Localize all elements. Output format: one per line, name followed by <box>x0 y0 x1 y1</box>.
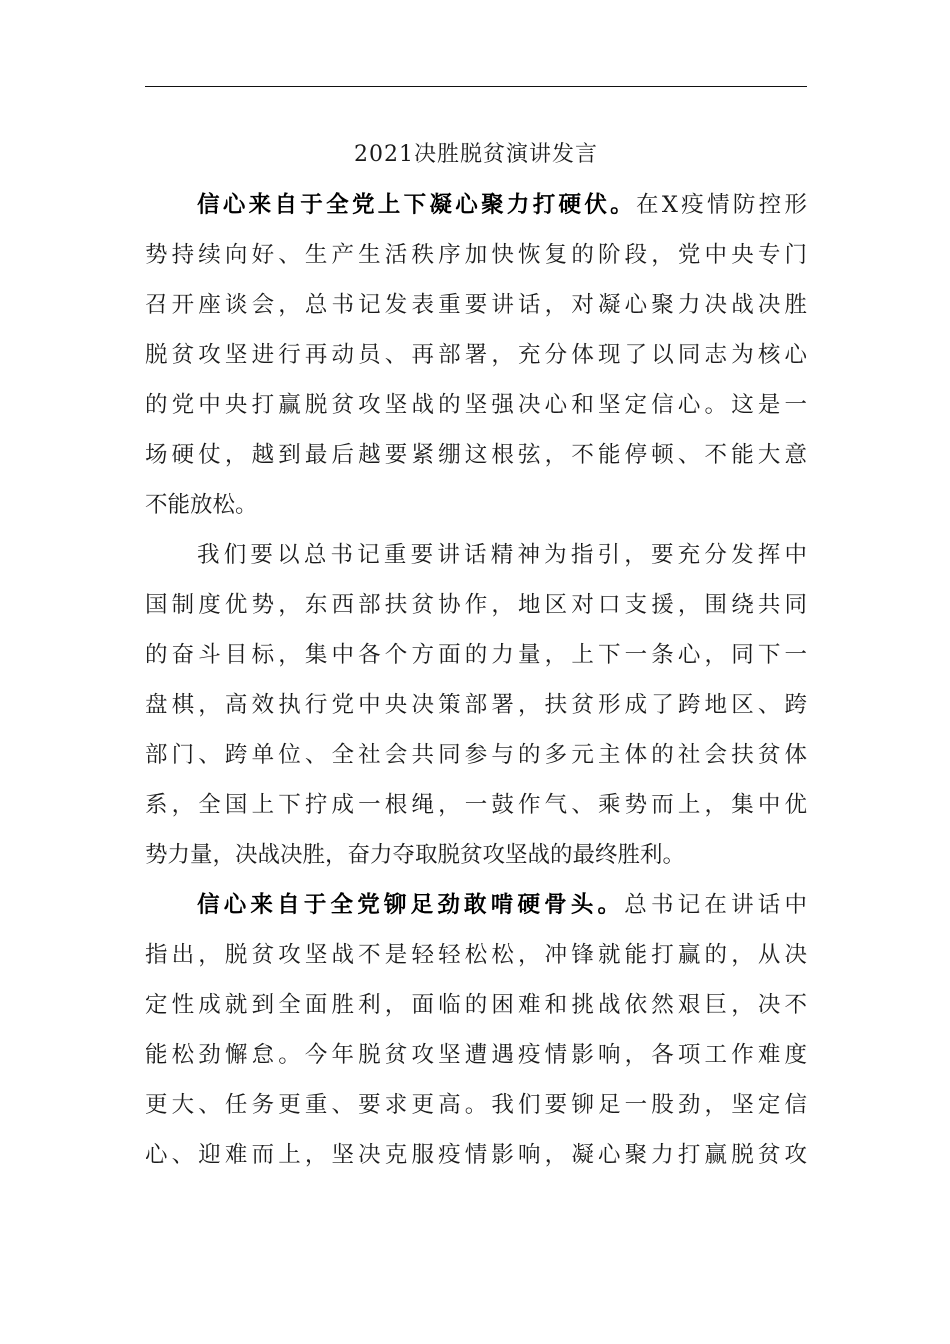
paragraph-1-first-line-rest: 在X疫情防控形 <box>636 192 807 218</box>
paragraph-line: 系，全国上下拧成一根绳，一鼓作气、乘势而上，集中优 <box>145 792 807 818</box>
paragraph-line: 部门、跨单位、全社会共同参与的多元主体的社会扶贫体 <box>145 742 807 768</box>
paragraph-line: 召开座谈会，总书记发表重要讲话，对凝心聚力决战决胜 <box>145 292 807 318</box>
paragraph-line: 的党中央打赢脱贫攻坚战的坚强决心和坚定信心。这是一 <box>145 392 807 418</box>
paragraph-line: 定性成就到全面胜利，面临的困难和挑战依然艰巨，决不 <box>145 992 807 1018</box>
paragraph-line: 场硬仗，越到最后越要紧绷这根弦，不能停顿、不能大意 <box>145 442 807 468</box>
paragraph-2 <box>145 530 807 880</box>
paragraph-line: 势持续向好、生产生活秩序加快恢复的阶段，党中央专门 <box>145 242 807 268</box>
paragraph-1-lead: 信心来自于全党上下凝心聚力打硬伏。 <box>197 192 637 218</box>
paragraph-line: 心、迎难而上，坚决克服疫情影响，凝心聚力打赢脱贫攻 <box>145 1142 807 1168</box>
paragraph-1 <box>145 180 807 530</box>
paragraph-3-first-line-rest: 总书记在讲话中 <box>624 892 807 918</box>
paragraph-line: 指出，脱贫攻坚战不是轻轻松松，冲锋就能打赢的，从决 <box>145 942 807 968</box>
paragraph-3-lead: 信心来自于全党铆足劲敢啃硬骨头。 <box>197 892 625 918</box>
paragraph-2-line-1: 我们要以总书记重要讲话精神为指引，要充分发挥中 <box>197 542 807 568</box>
paragraph-line: 更大、任务更重、要求更高。我们要铆足一股劲，坚定信 <box>145 1092 807 1118</box>
paragraph-line: 能松劲懈怠。今年脱贫攻坚遭遇疫情影响，各项工作难度 <box>145 1042 807 1068</box>
header-rule <box>145 86 807 87</box>
paragraph-line: 势力量，决战决胜，奋力夺取脱贫攻坚战的最终胜利。 <box>145 842 686 868</box>
paragraph-line: 的奋斗目标，集中各个方面的力量，上下一条心，同下一 <box>145 642 807 668</box>
paragraph-3-line-1 <box>145 880 807 930</box>
paragraph-line: 脱贫攻坚进行再动员、再部署，充分体现了以同志为核心 <box>145 342 807 368</box>
paragraph-1-line-1 <box>145 180 807 230</box>
paragraph-3 <box>145 880 807 1180</box>
paragraph-line: 盘棋，高效执行党中央决策部署，扶贫形成了跨地区、跨 <box>145 692 807 718</box>
paragraph-line: 不能放松。 <box>145 492 258 518</box>
document-title: 2021决胜脱贫演讲发言 <box>354 142 598 167</box>
paragraph-line: 国制度优势，东西部扶贫协作，地区对口支援，围绕共同 <box>145 592 807 618</box>
